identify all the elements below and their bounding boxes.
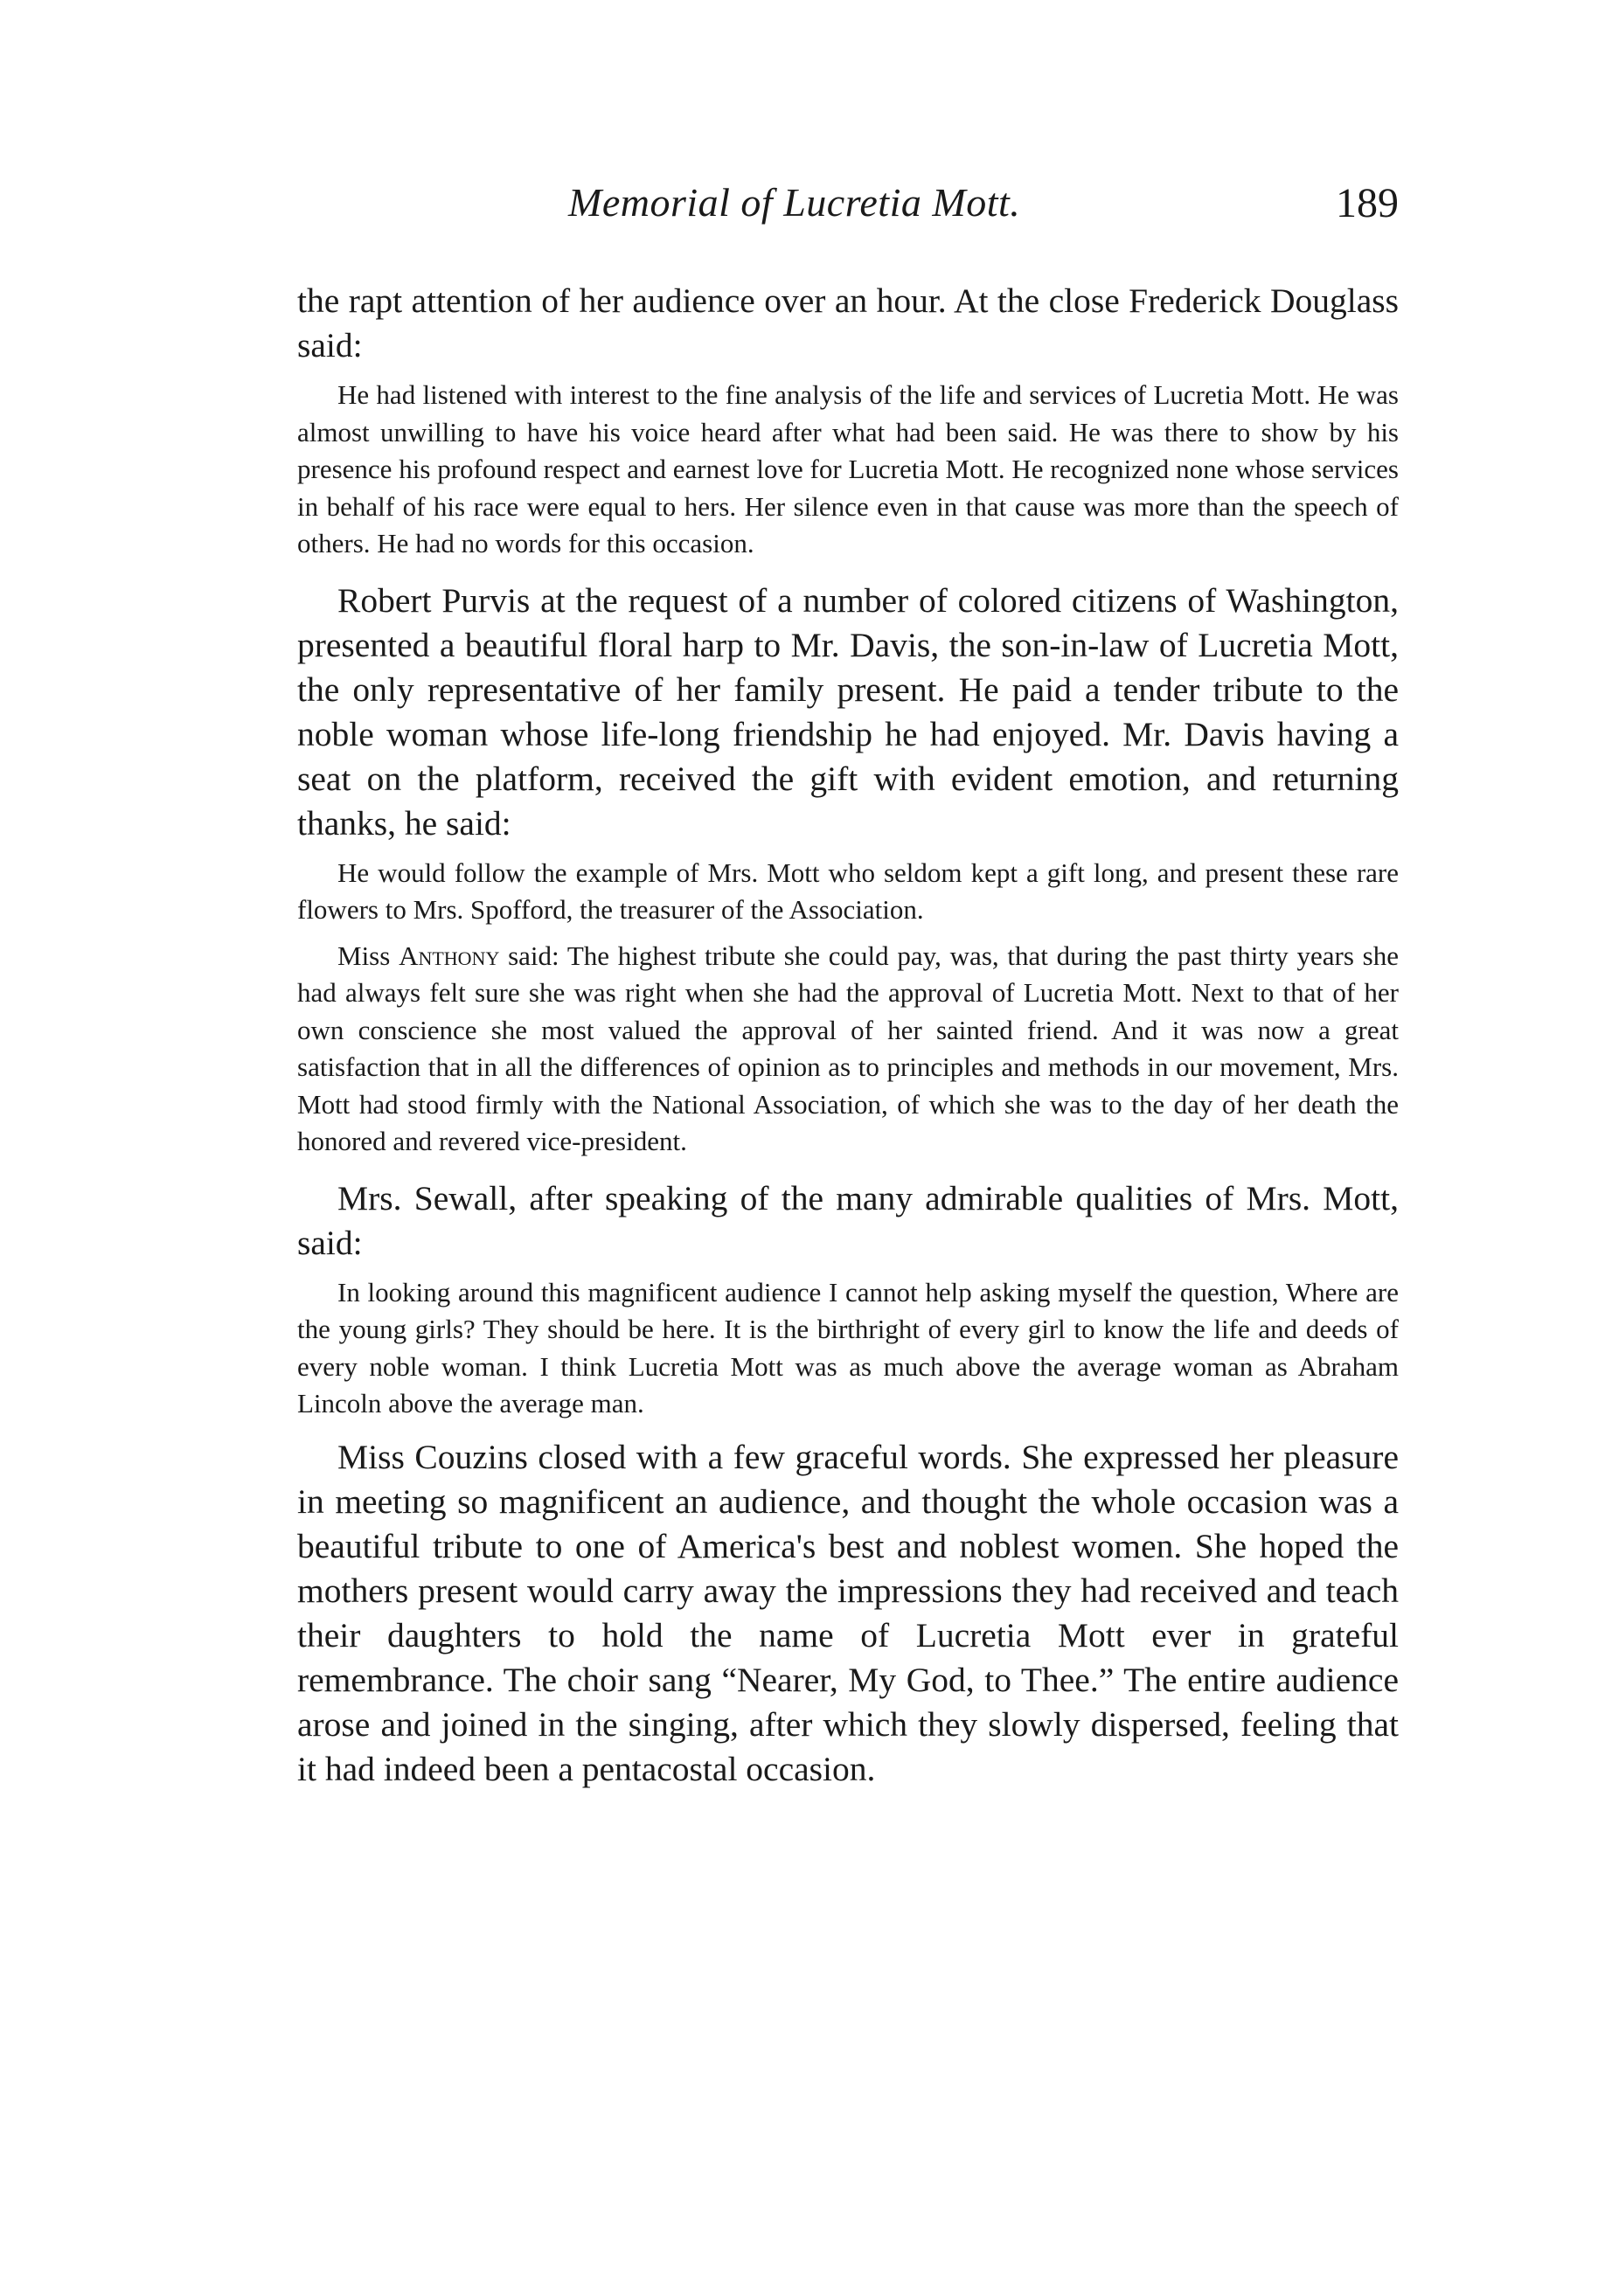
- book-page: [297, 179, 1399, 1792]
- paragraph-sewall-remarks: In looking around this magnificent audience I cannot help asking myself the question, Where are the young girls? They should be here. It is the birthright of every girl to know the life and deeds of every noble woman. I think Lucretia Mott was as much above the average woman as Abraham Lincoln above the average man.: [297, 1276, 1399, 1419]
- paragraph-anthony-remarks: [297, 938, 1399, 1161]
- paragraph-davis-remarks: He would follow the example of Mrs. Mott who seldom kept a gift long, and present these rare flowers to Mrs. Spofford, the treasurer of the Association.: [297, 857, 1399, 925]
- paragraph-couzins: Miss Couzins closed with a few graceful words. She expressed her pleasure in meeting so magnificent an audience, and thought the whole occasion was a beautiful tribute to one of America's best and noblest women. She hoped the mothers present would carry away the impressions they had received and teach their daughters to hold the name of Lucretia Mott ever in grateful remembrance. The choir sang “Nearer, My God, to Thee.” The entire audience arose and joined in the singing, after which they slowly dispersed, feeling that it had indeed been a pentacostal occasion.: [297, 1437, 1399, 1788]
- anthony-name: Anthony: [399, 940, 500, 971]
- paragraph-purvis: Robert Purvis at the request of a number of colored citizens of Washington, presented a beautiful floral harp to Mr. Davis, the son-in-law of Lucretia Mott, the only representative of her family present. He paid a tender tribute to the noble woman whose life-long friendship he had enjoyed. Mr. Davis having a seat on the platform, received the gift with evident emotion, and returning thanks, he said:: [297, 580, 1399, 843]
- page-number: 189: [1336, 180, 1399, 226]
- paragraph-douglass-remarks: He had listened with interest to the fine analysis of the life and services of Lucretia Mott. He was almost unwilling to have his voice heard after what had been said. He was there to show by his presence his profound respect and earnest love for Lucretia Mott. He recognized none whose services in behalf of his race were equal to hers. Her silence even in that cause was more than the speech of others. He had no words for this occasion.: [297, 379, 1399, 558]
- paragraph-douglass-intro: the rapt attention of her audience over an hour. At the close Frederick Douglass said:: [297, 281, 1399, 364]
- anthony-prefix: Miss: [337, 940, 391, 971]
- paragraph-sewall-intro: Mrs. Sewall, after speaking of the many admirable qualities of Mrs. Mott, said:: [297, 1178, 1399, 1262]
- anthony-text: said: The highest tribute she could pay, was, that during the past thirty years she had always felt sure she was right when she had the approval of Lucretia Mott. Next to that of her own conscience she most valued the approval of her sainted friend. And it was now a great satisfaction that in all the differences of opinion as to principles and methods in our movement, Mrs. Mott had stood firmly with the National Association, of which she was to the day of her death the honored and revered vice-president.: [297, 940, 1399, 1156]
- running-header: [297, 179, 1399, 240]
- running-title: Memorial of Lucretia Mott.: [568, 180, 1021, 225]
